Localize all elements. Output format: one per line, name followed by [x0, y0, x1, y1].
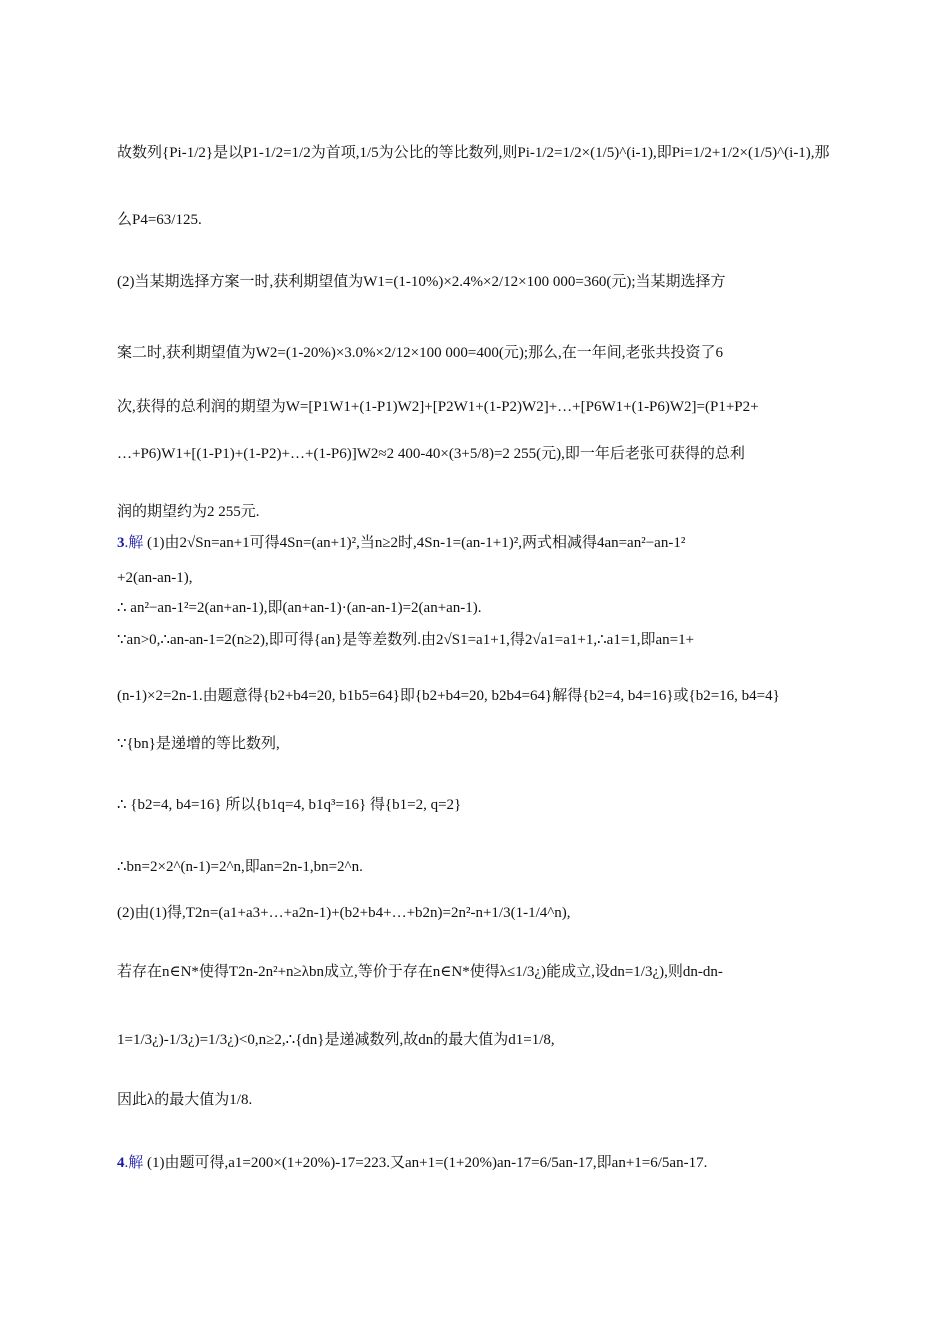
text-line: 么P4=63/125. — [117, 212, 202, 228]
text-line: ∵an>0,∴an-an-1=2(n≥2),即可得{an}是等差数列.由2√S1=a1+1,得2√a1=a1+1,∴a1=1,即an=1+ — [117, 632, 695, 648]
text-line: …+P6)W1+[(1-P1)+(1-P2)+…+(1-P6)]W2≈2 400-40×(3+5/8)=2 255(元),即一年后老张可获得的总利 — [117, 446, 745, 462]
text-line: 次,获得的总利润的期望为W=[P1W1+(1-P1)W2]+[P2W1+(1-P2)W2]+…+[P6W1+(1-P6)W2]=(P1+P2+ — [117, 399, 759, 415]
question-number: 3 — [117, 535, 125, 551]
text-line: 因此λ的最大值为1/8. — [117, 1092, 253, 1108]
text-line: 故数列{Pi-1/2}是以P1-1/2=1/2为首项,1/5为公比的等比数列,则Pi-1/2=1/2×(1/5)^(i-1),即Pi=1/2+1/2×(1/5)^(i-1),那 — [117, 145, 830, 161]
solution-label: .解 — [124, 535, 144, 551]
text-line: ∴ an²−an-1²=2(an+an-1),即(an+an-1)·(an-an-1)=2(an+an-1). — [117, 600, 482, 616]
text-line: (1)由2√Sn=an+1可得4Sn=(an+1)²,当n≥2时,4Sn-1=(an-1+1)²,两式相减得4an=an²−an-1² — [147, 535, 686, 551]
text-line: ∵{bn}是递增的等比数列, — [117, 736, 280, 752]
question-number: 4 — [117, 1155, 125, 1171]
question-3-line — [117, 533, 833, 553]
text-line: (2)由(1)得,T2n=(a1+a3+…+a2n-1)+(b2+b4+…+b2n)=2n²-n+1/3(1-1/4^n), — [117, 905, 571, 921]
text-line: 1=1/3¿)-1/3¿)=1/3¿)<0,n≥2,∴{dn}是递减数列,故dn的最大值为d1=1/8, — [117, 1032, 555, 1048]
text-line: 润的期望约为2 255元. — [117, 504, 260, 520]
text-line: 案二时,获利期望值为W2=(1-20%)×3.0%×2/12×100 000=400(元);那么,在一年间,老张共投资了6 — [117, 345, 724, 361]
text-line: 若存在n∈N*使得T2n-2n²+n≥λbn成立,等价于存在n∈N*使得λ≤1/3¿)能成立,设dn=1/3¿),则dn-dn- — [117, 964, 723, 980]
text-line: ∴ {b2=4, b4=16} 所以{b1q=4, b1q³=16} 得{b1=2, q=2} — [117, 797, 462, 813]
text-line: (1)由题可得,a1=200×(1+20%)-17=223.又an+1=(1+20%)an-17=6/5an-17,即an+1=6/5an-17. — [147, 1155, 708, 1171]
text-line: +2(an-an-1), — [117, 570, 193, 586]
question-4-line — [117, 1153, 833, 1173]
text-line: (n-1)×2=2n-1.由题意得{b2+b4=20, b1b5=64}即{b2+b4=20, b2b4=64}解得{b2=4, b4=16}或{b2=16, b4=4} — [117, 688, 780, 704]
text-line: ∴bn=2×2^(n-1)=2^n,即an=2n-1,bn=2^n. — [117, 859, 363, 875]
solution-label: .解 — [124, 1155, 144, 1171]
text-line: (2)当某期选择方案一时,获利期望值为W1=(1-10%)×2.4%×2/12×100 000=360(元);当某期选择方 — [117, 274, 726, 290]
